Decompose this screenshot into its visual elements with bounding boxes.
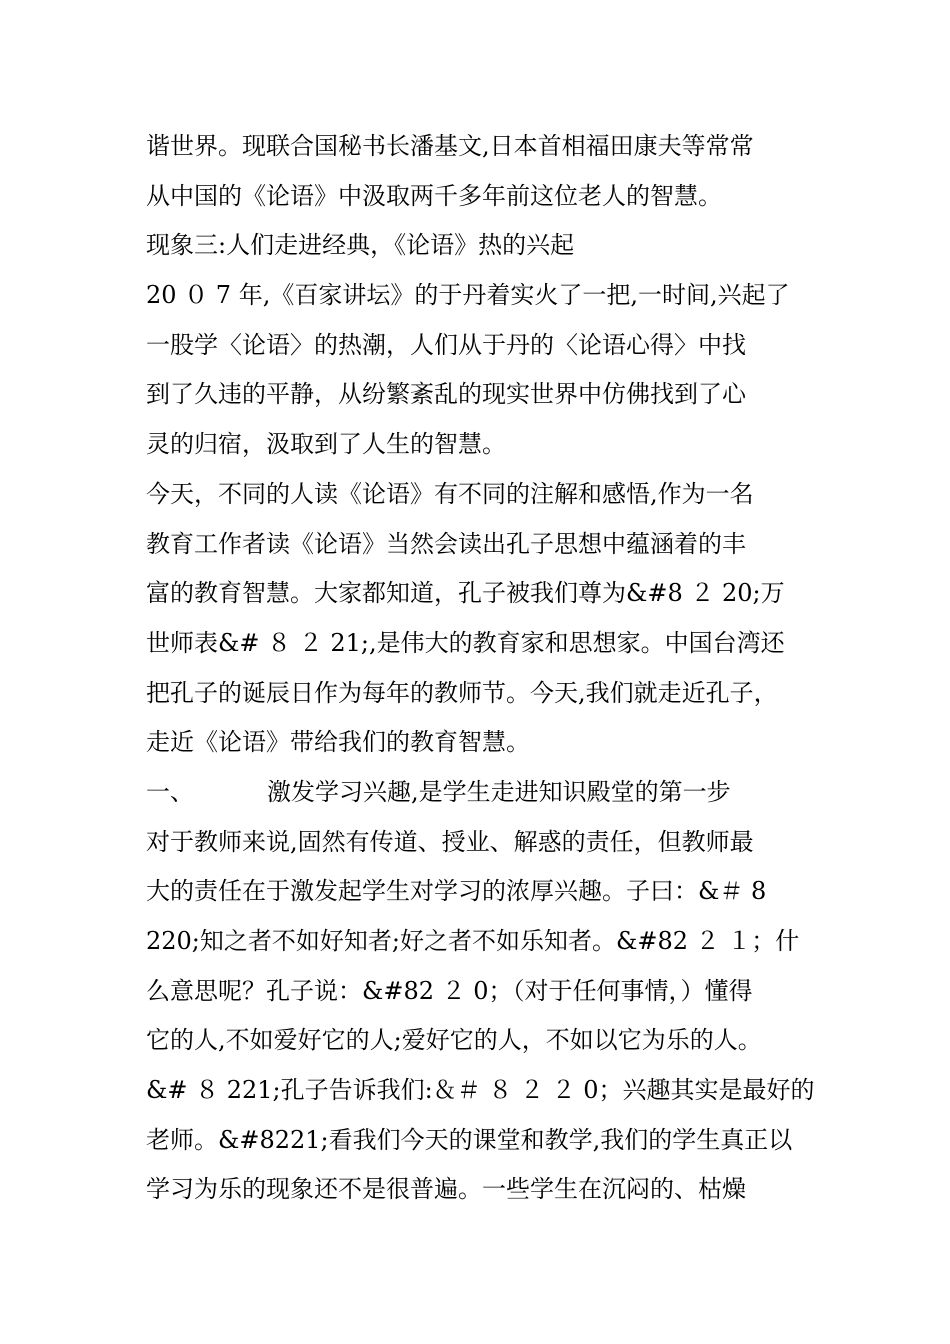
text-line: 大的责任在于激发起学生对学习的浓厚兴趣。子曰：&＃ 8 bbox=[146, 877, 767, 906]
text-line: 世师表&# ８ ２ 21;,是伟大的教育家和思想家。中国台湾还 bbox=[146, 628, 785, 657]
text-line: 一股学〈论语〉的热潮，人们从于丹的〈论语心得〉中找 bbox=[146, 330, 746, 359]
text-line: 教育工作者读《论语》当然会读出孔子思想中蕴涵着的丰 bbox=[146, 529, 746, 558]
heading-title: 激发学习兴趣,是学生走进知识殿堂的第一步 bbox=[267, 777, 731, 806]
text-line: 学习为乐的现象还不是很普遍。一些学生在沉闷的、枯燥 bbox=[146, 1175, 746, 1204]
text-line: 么意思呢？孔子说：&#82 ２ 0；（对于任何事情，）懂得 bbox=[146, 976, 753, 1005]
text-line: &# ８ 221;孔子告诉我们:＆＃ ８ ２ ２ 0；兴趣其实是最好的 bbox=[146, 1076, 815, 1105]
text-line: 老师。&#8221;看我们今天的课堂和教学,我们的学生真正以 bbox=[146, 1125, 793, 1154]
text-line: 它的人,不如爱好它的人;爱好它的人，不如以它为乐的人。 bbox=[146, 1026, 762, 1055]
body-text bbox=[146, 122, 826, 1215]
text-line: 220;知之者不如好知者;好之者不如乐知者。&#82 ２ １；什 bbox=[146, 927, 800, 955]
text-line: 灵的归宿，汲取到了人生的智慧。 bbox=[146, 430, 506, 459]
text-line: 富的教育智慧。大家都知道，孔子被我们尊为&#8 ２ 20;万 bbox=[146, 579, 785, 608]
text-line: 谐世界。现联合国秘书长潘基文,日本首相福田康夫等常常 bbox=[146, 132, 754, 160]
text-line: 从中国的《论语》中汲取两千多年前这位老人的智慧。 bbox=[146, 181, 722, 210]
text-line: 20 ０ 7 年,《百家讲坛》的于丹着实火了一把,一时间,兴起了 bbox=[146, 281, 790, 310]
text-line: 把孔子的诞辰日作为每年的教师节。今天,我们就走近孔子， bbox=[146, 678, 778, 707]
text-line: 对于教师来说,固然有传道、授业、解惑的责任，但教师最 bbox=[146, 827, 754, 856]
heading-number: 一、 bbox=[146, 777, 194, 806]
numbered-heading bbox=[146, 768, 826, 818]
section-subheading: 现象三:人们走进经典，《论语》热的兴起 bbox=[146, 231, 575, 260]
text-line: 今天，不同的人读《论语》有不同的注解和感悟,作为一名 bbox=[146, 479, 754, 508]
text-line: 走近《论语》带给我们的教育智慧。 bbox=[146, 728, 530, 757]
text-line: 到了久违的平静，从纷繁紊乱的现实世界中仿佛找到了心 bbox=[146, 380, 746, 409]
